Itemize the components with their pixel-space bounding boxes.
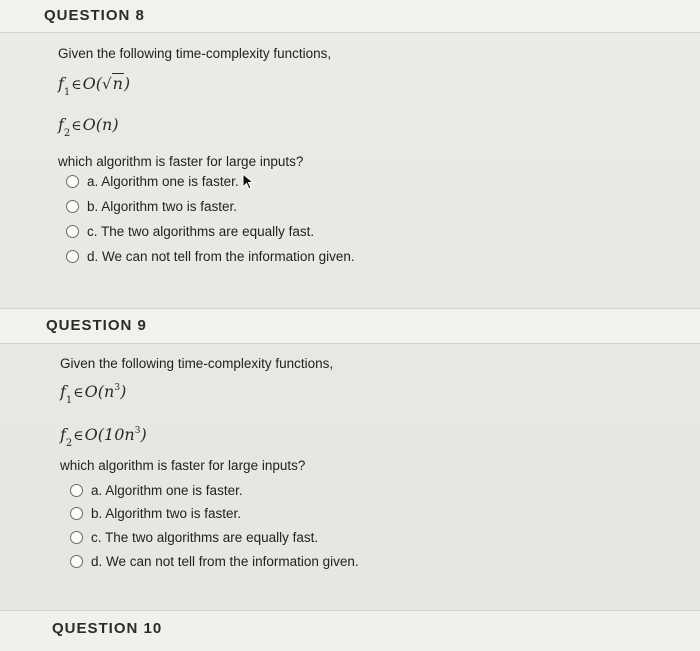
question-8-title: QUESTION 8 xyxy=(44,7,145,24)
question-8-option-d[interactable] xyxy=(66,249,355,264)
question-8-option-b[interactable] xyxy=(66,199,237,214)
question-9-prompt: Given the following time-complexity functions, xyxy=(60,356,334,371)
question-8-question: which algorithm is faster for large inputs? xyxy=(58,154,304,169)
question-9-title: QUESTION 9 xyxy=(46,317,147,334)
question-9-question: which algorithm is faster for large inputs? xyxy=(60,458,306,473)
question-9-header xyxy=(0,308,700,344)
question-8-body xyxy=(0,32,700,308)
radio-button[interactable] xyxy=(66,250,79,263)
option-label: d. We can not tell from the information given. xyxy=(91,554,359,569)
question-8-option-c[interactable] xyxy=(66,224,314,239)
question-8-option-a[interactable] xyxy=(66,174,239,189)
question-8-header xyxy=(0,0,700,33)
question-9-option-a[interactable] xyxy=(70,483,243,498)
radio-button[interactable] xyxy=(70,507,83,520)
question-8-formula-f1: $f_1\in O(√n)$ xyxy=(58,74,131,98)
question-9-body xyxy=(0,342,700,610)
option-label: a. Algorithm one is faster. xyxy=(87,174,239,189)
option-label: d. We can not tell from the information given. xyxy=(87,249,355,264)
question-10-title: QUESTION 10 xyxy=(52,620,163,637)
sqrt-symbol: √n xyxy=(102,74,123,93)
question-9-option-c[interactable] xyxy=(70,530,318,545)
radio-button[interactable] xyxy=(66,175,79,188)
question-9-formula-f2: $f_2\in O(10n^3)$ xyxy=(60,425,147,449)
radio-button[interactable] xyxy=(70,531,83,544)
mouse-cursor-icon xyxy=(241,172,257,192)
radio-button[interactable] xyxy=(66,200,79,213)
question-8-formula-f2: $f_2\in O(n)$ xyxy=(58,115,119,139)
option-label: c. The two algorithms are equally fast. xyxy=(87,224,315,239)
option-label: b. Algorithm two is faster. xyxy=(91,506,242,521)
radio-button[interactable] xyxy=(66,225,79,238)
question-9-option-d[interactable] xyxy=(70,554,359,569)
question-9-option-b[interactable] xyxy=(70,506,241,521)
option-label: b. Algorithm two is faster. xyxy=(87,199,238,214)
question-10-header xyxy=(0,610,700,651)
question-8-prompt: Given the following time-complexity functions, xyxy=(58,46,332,61)
radio-button[interactable] xyxy=(70,484,83,497)
option-label: a. Algorithm one is faster. xyxy=(91,483,243,498)
option-label: c. The two algorithms are equally fast. xyxy=(91,530,319,545)
question-9-formula-f1: $f_1\in O(n^3)$ xyxy=(60,382,127,406)
radio-button[interactable] xyxy=(70,555,83,568)
